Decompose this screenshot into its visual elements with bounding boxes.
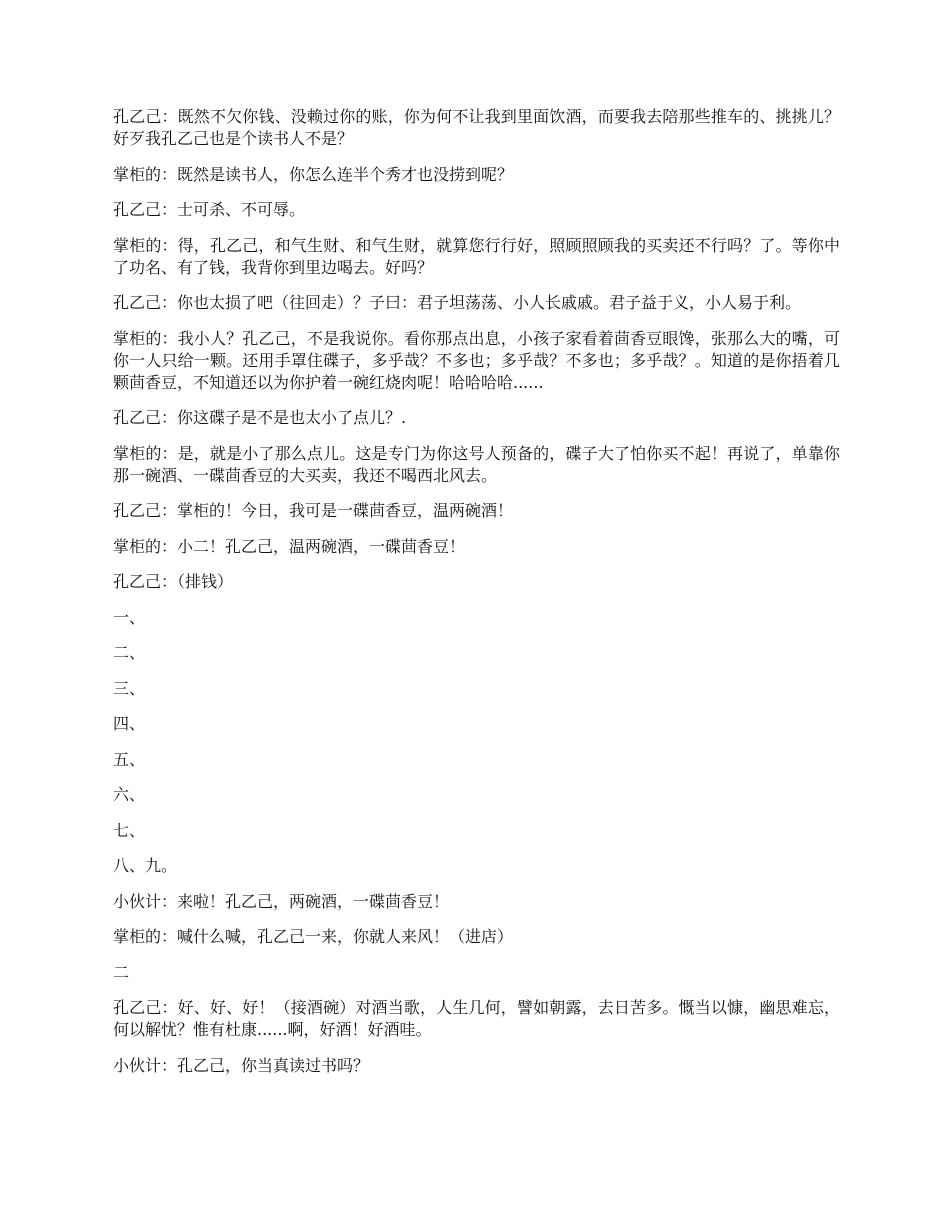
list-item: 四、: [113, 714, 146, 733]
list-item: 五、: [113, 749, 146, 769]
paragraph: 孔乙己：好、好、好！（接酒碗）对酒当歌，人生几何，譬如朝露，去日苦多。慨当以慷，幽思难忘，何以解忧？惟有杜康......啊，好酒！好酒哇。: [113, 998, 840, 1039]
paragraph: 小伙计：孔乙己，你当真读过书吗？: [113, 1055, 370, 1075]
paragraph: 孔乙己：既然不欠你钱、没赖过你的账，你为何不让我到里面饮酒，而要我去陪那些推车的、挑挑儿？好歹我孔乙己也是个读书人不是？: [113, 107, 840, 148]
paragraph: 掌柜的：是，就是小了那么点儿。这是专门为你这号人预备的，碟子大了怕你买不起！再说了，单靠你那一碗酒、一碟茴香豆的大买卖，我还不喝西北风去。: [113, 443, 840, 485]
paragraph: 孔乙己：（排钱）: [113, 572, 234, 591]
list-item: 一、: [113, 607, 146, 627]
paragraph: 孔乙己：你这碟子是不是也太小了点儿？.: [113, 408, 407, 427]
paragraph: 孔乙己：掌柜的！今日，我可是一碟茴香豆，温两碗酒！: [113, 501, 514, 520]
paragraph: 小伙计：来啦！孔乙己，两碗酒，一碟茴香豆！: [113, 891, 450, 911]
paragraph: 掌柜的：小二！孔乙己，温两碗酒，一碟茴香豆！: [113, 536, 466, 556]
paragraph: 孔乙己：士可杀、不可辱。: [113, 200, 306, 219]
list-item: 八、九。: [113, 856, 178, 875]
paragraph: 孔乙己：你也太损了吧（往回走）？子曰：君子坦荡荡、小人长戚戚。君子益于义，小人易于利。: [113, 293, 802, 312]
paragraph: 掌柜的：喊什么喊，孔乙己一来，你就人来风！（进店）: [113, 927, 514, 946]
list-item: 六、: [113, 785, 146, 804]
document-body: [113, 106, 840, 1090]
section-marker: 二: [113, 962, 130, 982]
paragraph: 掌柜的：既然是读书人，你怎么连半个秀才也没捞到呢？: [113, 164, 514, 184]
list-item: 七、: [113, 820, 146, 840]
paragraph: 掌柜的：我小人？孔乙己，不是我说你。看你那点出息，小孩子家看着茴香豆眼馋，张那么大的嘴，可你一人只给一颗。还用手罩住碟子，多乎哉？不多也；多乎哉？不多也；多乎哉？。知道的是你捂着几颗茴香豆，不知道还以为你护着一碗红烧肉呢！哈哈哈哈......: [113, 328, 840, 392]
list-item: 三、: [113, 678, 146, 698]
paragraph: 掌柜的：得，孔乙己，和气生财、和气生财，就算您行行好，照顾照顾我的买卖还不行吗？了。等你中了功名、有了钱，我背你到里边喝去。好吗？: [113, 235, 840, 277]
list-item: 二、: [113, 643, 146, 662]
